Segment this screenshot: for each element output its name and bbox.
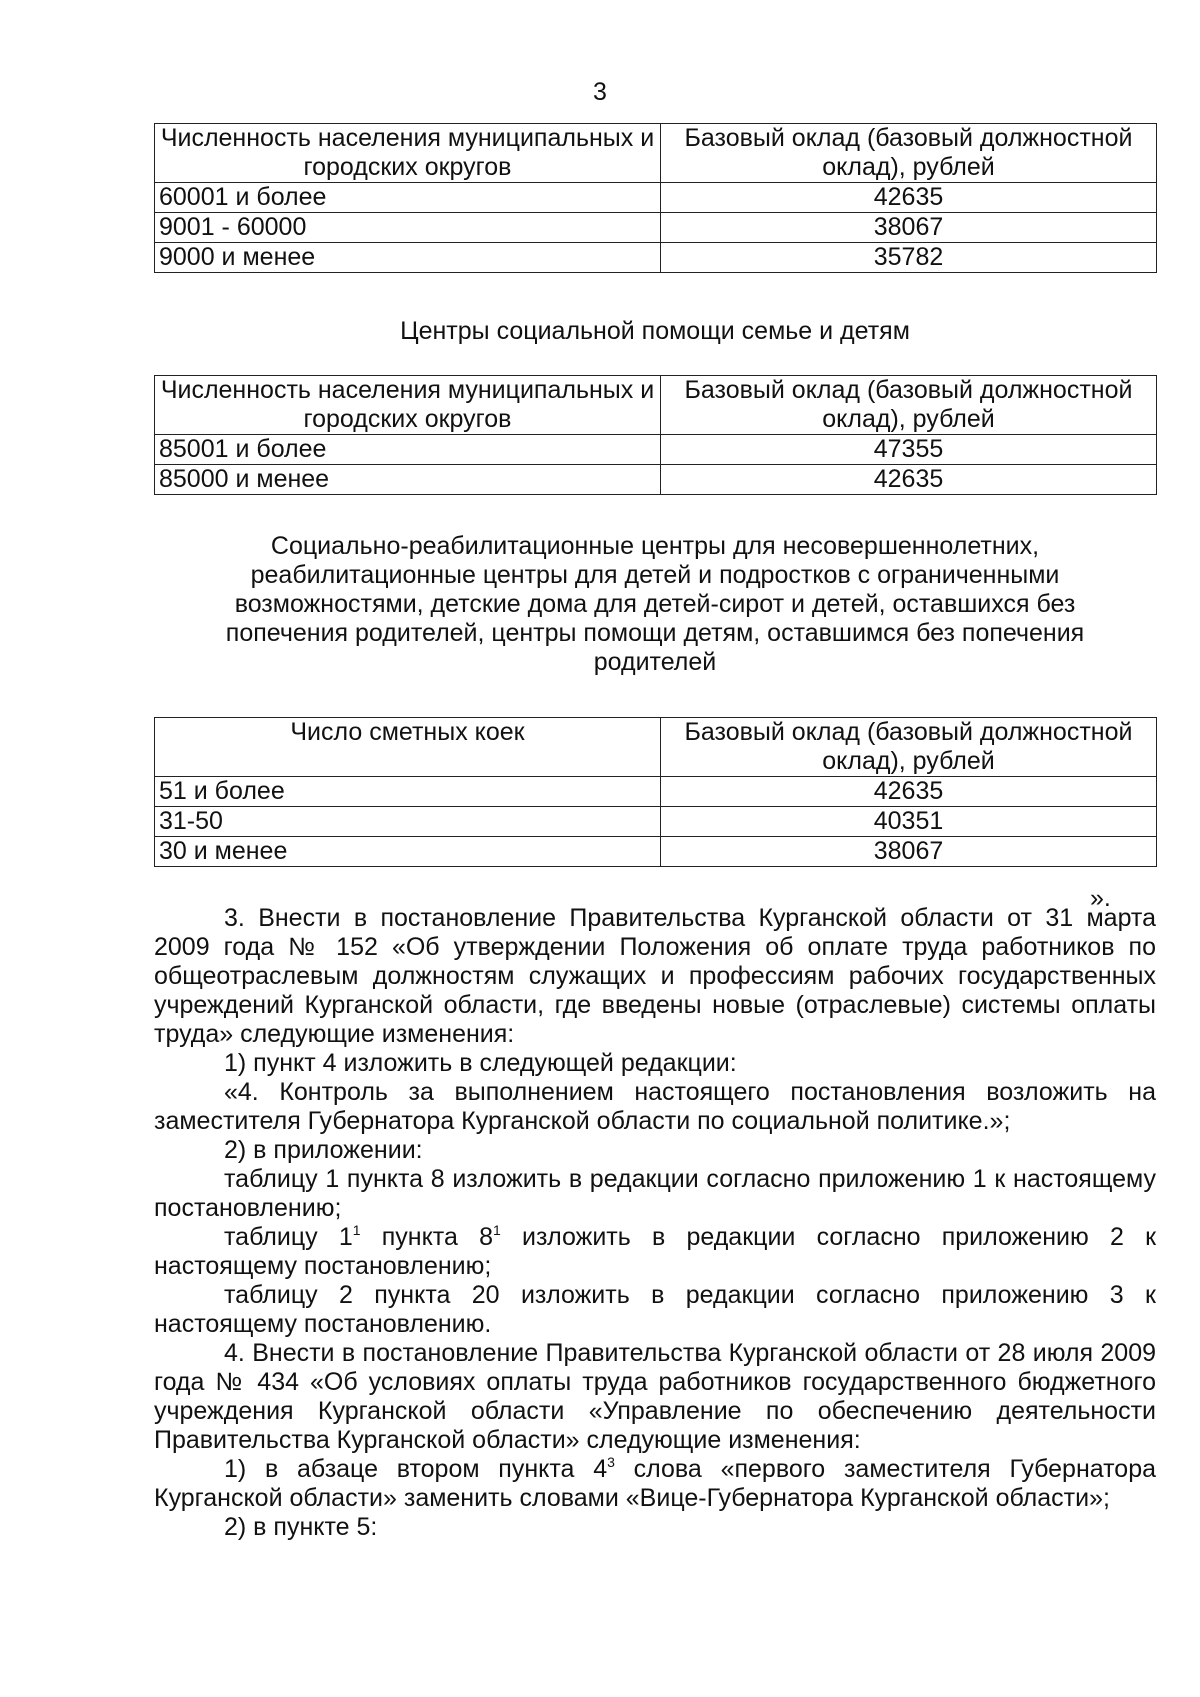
table-cell: 47355 — [661, 435, 1157, 465]
table-cell: 38067 — [661, 837, 1157, 867]
table-row — [155, 777, 1157, 807]
table-row — [155, 465, 1157, 495]
text-run: пункта 8 — [360, 1223, 493, 1251]
table-header-row — [155, 124, 1157, 183]
salary-table-population — [154, 123, 1157, 273]
text-run: таблицу 1 — [224, 1223, 353, 1251]
table-cell: 30 и менее — [155, 837, 661, 867]
paragraph: таблицу 1 пункта 8 изложить в редакции согласно приложению 1 к настоящему постановлению; — [154, 1165, 1156, 1222]
table-cell: 9001 - 60000 — [155, 213, 661, 243]
paragraph — [154, 1223, 1156, 1281]
salary-table-family-centers — [154, 375, 1157, 495]
column-header: Базовый оклад (базовый должностной оклад), рублей — [661, 376, 1157, 435]
paragraph — [154, 1455, 1156, 1513]
closing-quote: ». — [1090, 884, 1111, 912]
paragraph: 2) в приложении: — [224, 1136, 423, 1164]
superscript: 3 — [607, 1454, 615, 1470]
paragraph: 1) пункт 4 изложить в следующей редакции: — [224, 1049, 737, 1077]
table-cell: 40351 — [661, 807, 1157, 837]
table-row — [155, 435, 1157, 465]
page-number: 3 — [593, 78, 607, 106]
text-run: 1) в абзаце втором пункта 4 — [224, 1455, 608, 1483]
table-row — [155, 807, 1157, 837]
table-row — [155, 183, 1157, 213]
table-cell: 42635 — [661, 183, 1157, 213]
table-cell: 85000 и менее — [155, 465, 661, 495]
text-run: слова «первого заместителя Губернатора Курганской области» заменить словами «Вице-Губернатора Курганской области»; — [154, 1455, 1156, 1512]
salary-table-rehab-centers — [154, 717, 1157, 867]
column-header: Базовый оклад (базовый должностной оклад), рублей — [661, 124, 1157, 183]
section-title: Социально-реабилитационные центры для несовершеннолетних, реабилитационные центры для детей и подростков с ограниченными возможностями, детские дома для детей-сирот и детей, оставшихся без попечения родителей, центры помощи детям, оставшимся без попечения родителей — [225, 532, 1085, 676]
table-row — [155, 213, 1157, 243]
column-header: Численность населения муниципальных и городских округов — [155, 124, 661, 183]
table-cell: 38067 — [661, 213, 1157, 243]
section-title: Центры социальной помощи семье и детям — [400, 317, 910, 345]
table-cell: 60001 и более — [155, 183, 661, 213]
column-header: Число сметных коек — [155, 718, 661, 777]
column-header: Базовый оклад (базовый должностной оклад), рублей — [661, 718, 1157, 777]
text-run: изложить в редакции согласно приложению 2 к настоящему постановлению; — [154, 1223, 1157, 1280]
paragraph: 4. Внести в постановление Правительства Курганской области от 28 июля 2009 года № 434 «Об условиях оплаты труда работников государственного бюджетного учреждения Курганской области «Управление по обеспечению деятельности Правительства Курганской области» следующие изменения: — [154, 1339, 1156, 1454]
table-cell: 31-50 — [155, 807, 661, 837]
paragraph: «4. Контроль за выполнением настоящего постановления возложить на заместителя Губернатора Курганской области по социальной политике.»; — [154, 1078, 1156, 1135]
paragraph: 2) в пункте 5: — [224, 1513, 378, 1541]
column-header: Численность населения муниципальных и городских округов — [155, 376, 661, 435]
table-cell: 42635 — [661, 465, 1157, 495]
table-header-row — [155, 376, 1157, 435]
table-cell: 51 и более — [155, 777, 661, 807]
table-cell: 85001 и более — [155, 435, 661, 465]
superscript: 1 — [492, 1222, 501, 1238]
table-row — [155, 243, 1157, 273]
table-cell: 42635 — [661, 777, 1157, 807]
table-cell: 9000 и менее — [155, 243, 661, 273]
table-header-row — [155, 718, 1157, 777]
document-body — [154, 904, 1156, 1542]
paragraph: таблицу 2 пункта 20 изложить в редакции согласно приложению 3 к настоящему постановлению. — [154, 1281, 1156, 1338]
paragraph: 3. Внести в постановление Правительства Курганской области от 31 марта 2009 года № 152 «Об утверждении Положения об оплате труда работников по общеотраслевым должностям служащих и профессиям рабочих государственных учреждений Курганской области, где введены новые (отраслевые) системы оплаты труда» следующие изменения: — [154, 904, 1156, 1048]
table-row — [155, 837, 1157, 867]
table-cell: 35782 — [661, 243, 1157, 273]
superscript: 1 — [352, 1222, 361, 1238]
